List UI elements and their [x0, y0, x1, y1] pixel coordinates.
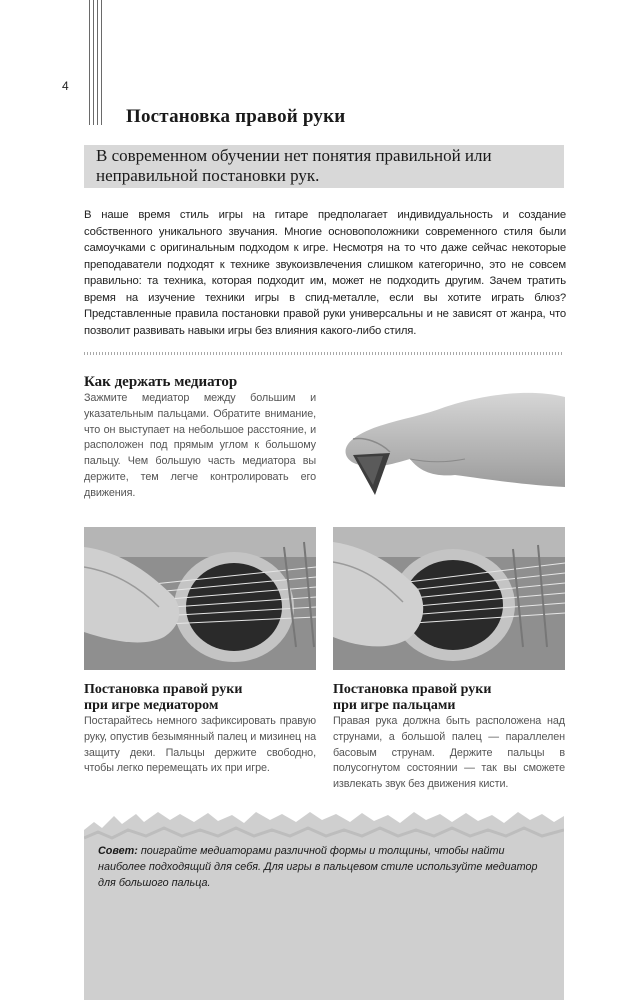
with-pick-heading: [84, 682, 319, 714]
pick-heading: Как держать медиатор: [84, 374, 238, 390]
with-fingers-text: Правая рука должна быть расположена над струнами, а большой палец — параллелен басовым струнам. Держите пальцы в полусогнутом состоянии — так вы сможете извлекать звук без движения кисти.: [333, 715, 565, 791]
margin-rule: [93, 0, 94, 125]
intro-paragraph: В наше время стиль игры на гитаре предполагает индивидуальность и создание собственного уникального звучания. Многие основоположники современного стиля были самоучками с оригинальным подходом к игре. Несмотря на то что даже сейчас некоторые преподаватели подходят к технике звукоизвлечения слишком категорично, это не совсем правильно: та техника, которая подходит им, может не подходить другим. Зачем тратить время на изучение техники игры в спид-металле, если вы хотите играть блюз? Представленные правила постановки правой руки универсальны и не зависят от жанра, что позволит развивать навыки игры без влияния какого-либо стиля.: [84, 209, 566, 337]
margin-rule: [89, 0, 90, 125]
with-pick-heading-line1: Постановка правой руки: [84, 682, 243, 697]
tip-body: поиграйте медиаторами различной формы и толщины, чтобы найти наиболее подходящий для себя. Для игры в пальцевом стиле используйте медиатор для большого пальца.: [98, 845, 538, 889]
page-number: 4: [62, 79, 69, 93]
with-pick-heading-line2: при игре медиатором: [84, 698, 219, 713]
hand-holding-pick-photo: [335, 367, 565, 512]
with-fingers-heading-line1: Постановка правой руки: [333, 682, 492, 697]
with-pick-text: Постарайтесь немного зафиксировать правую руку, опустив безымянный палец и мизинец на защиту деки. Пальцы держите свободно, чтобы легко перемещать их при игре.: [84, 715, 316, 775]
pick-text: Зажмите медиатор между большим и указательным пальцами. Обратите внимание, что он выступает на небольшое расстояние, и расположен под прямым углом к большому пальцу. Чем большую часть медиатора вы держите, тем легче контролировать его движения.: [84, 392, 316, 499]
with-fingers-heading: [333, 682, 568, 714]
tip-label: Совет:: [98, 845, 138, 857]
page-title: Постановка правой руки: [126, 106, 346, 127]
finger-playing-photo: [333, 527, 565, 670]
margin-rule: [97, 0, 98, 125]
with-fingers-heading-line2: при игре пальцами: [333, 698, 456, 713]
dotted-divider: [84, 352, 564, 355]
lead-text: В современном обучении нет понятия правильной или неправильной постановки рук.: [96, 146, 492, 185]
margin-rule: [101, 0, 102, 125]
pick-playing-photo: [84, 527, 316, 670]
tip-band: [84, 808, 564, 1000]
tip-text: [98, 843, 550, 891]
